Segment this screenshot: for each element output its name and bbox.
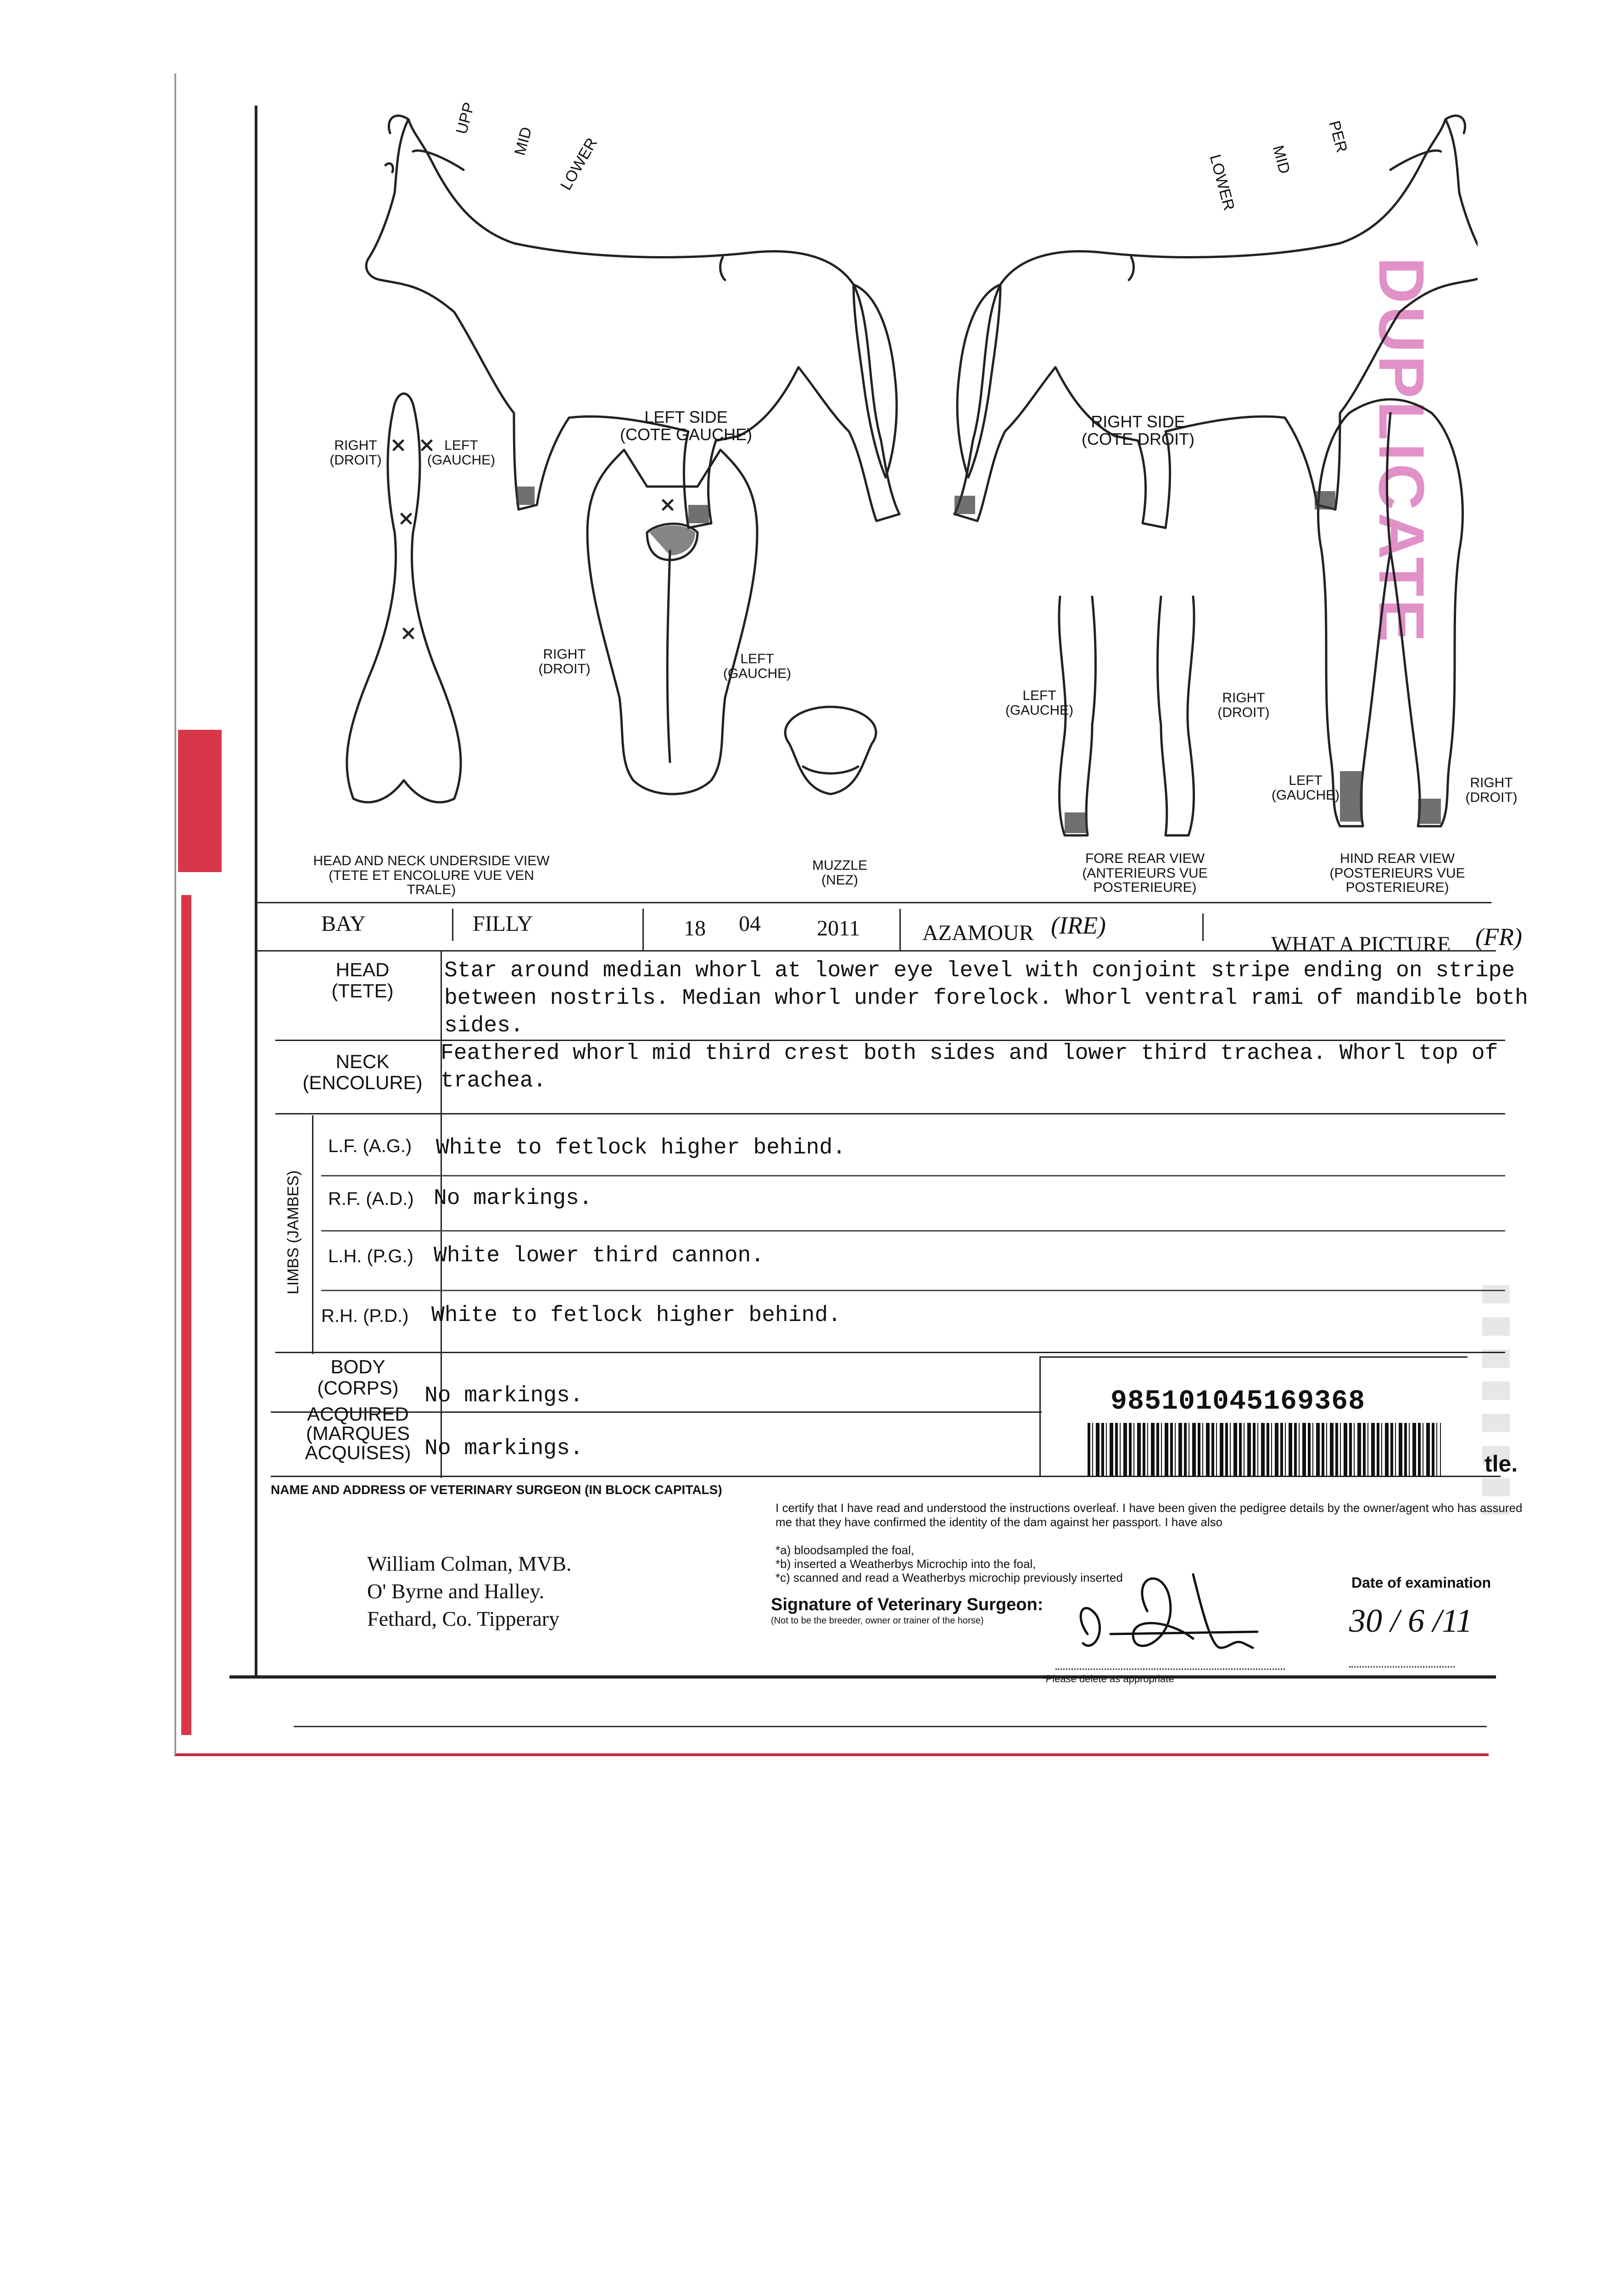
limbs-label: LIMBS (JAMBES) [285, 1170, 302, 1294]
lf-value: White to fetlock higher behind. [436, 1136, 846, 1160]
fore-caption: FORE REAR VIEW (ANTERIEURS VUE POSTERIEURE) [1082, 851, 1208, 895]
dob-month: 04 [739, 912, 761, 936]
vet-practice: O' Byrne and Halley. [367, 1579, 544, 1603]
head-front-drawing [587, 450, 757, 794]
head-value: Star around median whorl at lower eye level with conjoint stripe ending on stripe between nostrils. Median whorl under forelock. Whorl ventral rami of mandible both sides. [444, 958, 1528, 1038]
neck-label: NECK (ENCOLURE) [302, 1051, 423, 1094]
sex-value: FILLY [473, 912, 533, 936]
certify-text: I certify that I have read and understood the instructions overleaf. I have been given the pedigree details by the owner/agent who has assured me that they have confirmed the identity of the dam against her passport. I have also [776, 1501, 1523, 1529]
fore-right-label: RIGHT (DROIT) [1217, 690, 1270, 720]
rh-label: R.H. (P.D.) [321, 1306, 409, 1326]
identity-bottom-rule [257, 950, 1496, 952]
vet-signature [1055, 1547, 1312, 1666]
neck-marker-lower-left: LOWER [557, 134, 601, 193]
rh-value: White to fetlock higher behind. [431, 1303, 841, 1328]
head-right-label: RIGHT (DROIT) [538, 647, 591, 677]
acquired-label: ACQUIRED (MARQUES ACQUISES) [305, 1403, 411, 1463]
duplicate-watermark: DUPLICATE [1366, 257, 1438, 645]
limbs-bottom-rule [275, 1352, 1505, 1353]
hind-left-label: LEFT (GAUCHE) [1271, 773, 1340, 803]
sire-value: AZAMOUR [922, 921, 1034, 945]
head-left-label: LEFT (GAUCHE) [723, 651, 792, 681]
neck-marker-mid-right: MID [1269, 143, 1294, 176]
lh-label: L.H. (P.G.) [328, 1246, 413, 1266]
neck-marker-mid-left: MID [511, 125, 536, 157]
lf-line [321, 1175, 1505, 1176]
fore-left-label: LEFT (GAUCHE) [1005, 688, 1074, 718]
partial-text: tle. [1484, 1451, 1518, 1477]
neck-value: Feathered whorl mid third crest both sides and lower third trachea. Whorl top of trachea. [441, 1041, 1498, 1093]
dob-year: 2011 [817, 916, 860, 940]
hind-right-label: RIGHT (DROIT) [1465, 775, 1518, 805]
neck-marker-lower-right: LOWER [1206, 152, 1238, 213]
microchip-barcode [1088, 1423, 1441, 1476]
muzzle-drawing [785, 707, 876, 794]
limbs-divider [312, 1115, 313, 1354]
underside-left-label: LEFT (GAUCHE) [427, 438, 496, 468]
colour-value: BAY [321, 912, 366, 936]
hind-caption: HIND REAR VIEW (POSTERIEURS VUE POSTERIEURE) [1329, 851, 1465, 895]
rf-value: No markings. [434, 1186, 592, 1211]
identity-divider-3 [899, 909, 901, 950]
body-label: BODY (CORPS) [317, 1356, 399, 1399]
form-tab-strip [294, 1726, 1487, 1727]
right-side-label: RIGHT SIDE (COTE DROIT) [1082, 412, 1194, 448]
underside-right-label: RIGHT (DROIT) [329, 438, 382, 468]
vet-location: Fethard, Co. Tipperary [367, 1607, 560, 1630]
signature-line [1055, 1668, 1285, 1670]
sire-note: (IRE) [1051, 912, 1106, 939]
underside-caption: HEAD AND NECK UNDERSIDE VIEW (TETE ET ENCOLURE VUE VEN TRALE) [313, 853, 550, 897]
fore-rear-drawing [1059, 597, 1194, 835]
lh-line [321, 1290, 1505, 1291]
dam-note: (FR) [1475, 923, 1522, 951]
rf-label: R.F. (A.D.) [328, 1189, 414, 1209]
rf-line [321, 1230, 1505, 1231]
certify-b: *b) inserted a Weatherbys Microchip into the foal, [776, 1557, 1036, 1571]
head-label: HEAD (TETE) [331, 959, 394, 1002]
certify-c: *c) scanned and read a Weatherbys microchip previously inserted [776, 1571, 1123, 1584]
date-line [1349, 1666, 1455, 1668]
red-binding-upper [178, 730, 222, 872]
microchip-number: 985101045169368 [1111, 1386, 1366, 1417]
dob-day: 18 [684, 916, 706, 940]
red-binding-lower [181, 895, 191, 1735]
identity-divider-2 [642, 909, 644, 950]
lh-value: White lower third cannon. [434, 1243, 765, 1268]
vet-address-header: NAME AND ADDRESS OF VETERINARY SURGEON (IN BLOCK CAPITALS) [271, 1483, 722, 1497]
date-value: 30 / 6 /11 [1349, 1602, 1473, 1639]
muzzle-caption: MUZZLE (NEZ) [812, 858, 867, 888]
date-label: Date of examination [1351, 1574, 1491, 1591]
form-border-bottom [229, 1675, 1496, 1679]
delete-note: *Please delete as appropriate [1042, 1673, 1174, 1685]
identity-top-rule [257, 902, 1491, 903]
vet-name: William Colman, MVB. [367, 1552, 572, 1575]
identity-divider-1 [452, 909, 453, 941]
neck-marker-per-right: PER [1325, 118, 1351, 155]
left-side-label: LEFT SIDE (COTE GAUCHE) [620, 408, 752, 444]
lf-label: L.F. (A.G.) [328, 1136, 412, 1156]
certify-a: *a) bloodsampled the foal, [776, 1543, 915, 1557]
dam-value: WHAT A PICTURE [1271, 932, 1451, 957]
neck-marker-upp-left: UPP [452, 100, 478, 136]
signature-label: Signature of Veterinary Surgeon: [771, 1595, 1044, 1614]
neck-bottom-rule [275, 1113, 1505, 1114]
identity-divider-4 [1202, 913, 1204, 941]
signature-note: (Not to be the breeder, owner or trainer of the horse) [771, 1616, 984, 1626]
acquired-value: No markings. [424, 1436, 583, 1461]
duplicate-watermark-faint [1482, 1285, 1510, 1515]
body-value: No markings. [424, 1383, 583, 1408]
